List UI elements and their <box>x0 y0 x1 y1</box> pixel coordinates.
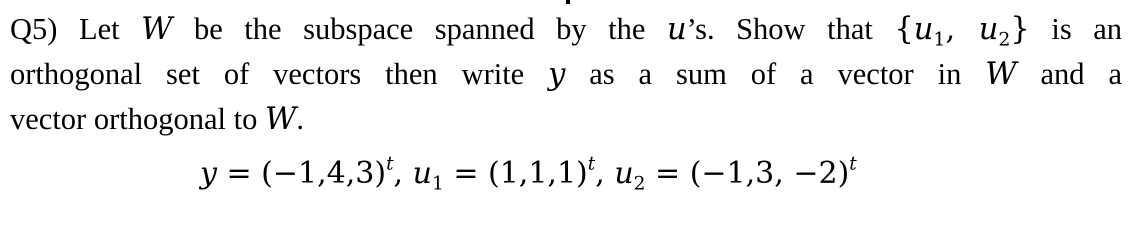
set-open-brace: { <box>894 12 914 47</box>
eq-u2-vector: (−1,3, −2) <box>689 156 850 191</box>
eq-separator: , <box>393 156 413 191</box>
cropped-glyph-fragment <box>566 0 570 4</box>
eq-separator: , <box>595 156 615 191</box>
eq-u1-var: u <box>412 156 432 191</box>
eq-y-vector: (−1,4,3) <box>261 156 387 191</box>
set-close-brace: } <box>1010 12 1030 47</box>
vector-equation <box>200 152 940 196</box>
math-set <box>894 12 1030 51</box>
transpose-sup: t <box>849 153 857 175</box>
transpose-sup: t <box>587 153 596 175</box>
question-text <box>10 7 1122 142</box>
eq-equals: = <box>443 156 489 191</box>
text-segment: vector orthogonal to <box>10 102 265 136</box>
math-var-y: y <box>548 57 566 92</box>
text-segment: and a <box>1016 57 1122 91</box>
math-var-W: W <box>141 12 173 47</box>
text-segment: . <box>296 102 304 136</box>
question-line-2 <box>10 52 1122 97</box>
text-segment: orthogonal set of vectors then write <box>10 57 549 91</box>
question-line-3 <box>10 97 1122 142</box>
math-var-W: W <box>264 102 297 137</box>
subscript-1: 1 <box>431 173 444 195</box>
eq-equals: = <box>216 156 262 191</box>
subscript-1: 1 <box>933 28 946 51</box>
eq-u1-vector: (1,1,1) <box>488 156 588 191</box>
text-segment: ’s. Show that <box>686 12 895 46</box>
math-var-u: u <box>666 12 687 47</box>
text-segment: as a sum of a vector in <box>565 57 986 91</box>
eq-y-var: y <box>200 156 217 191</box>
text-segment: Let <box>78 12 142 46</box>
text-segment: is an <box>1029 12 1122 46</box>
set-comma: , <box>945 12 979 47</box>
math-var-W: W <box>985 57 1017 92</box>
text-segment: be the subspace spanned by the <box>172 12 667 46</box>
subscript-2: 2 <box>633 173 646 195</box>
math-var-u2: u <box>978 12 999 47</box>
math-var-u1: u <box>913 12 934 47</box>
eq-u2-var: u <box>614 156 634 191</box>
subscript-2: 2 <box>998 28 1011 51</box>
question-line-1 <box>10 7 1122 52</box>
eq-equals: = <box>645 156 690 191</box>
question-number: Q5) <box>10 12 58 46</box>
transpose-sup: t <box>386 153 394 175</box>
